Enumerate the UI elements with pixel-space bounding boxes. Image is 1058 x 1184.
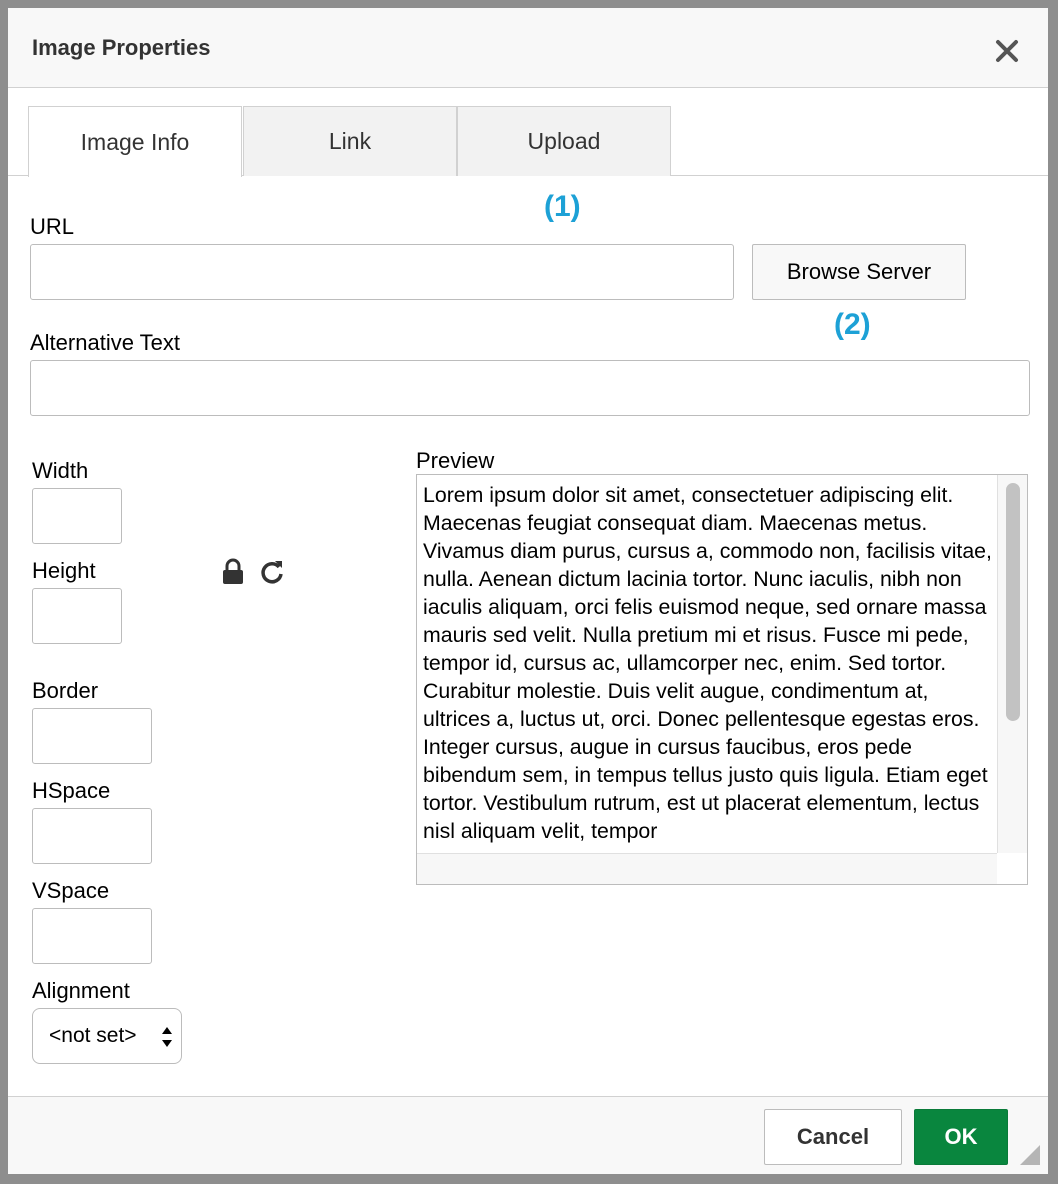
width-label: Width [32, 458, 89, 483]
border-input[interactable] [32, 708, 152, 764]
alt-text-input[interactable] [30, 360, 1030, 416]
alt-text-label: Alternative Text [30, 330, 181, 355]
tab-bar [8, 106, 1048, 176]
border-label: Border [32, 678, 99, 703]
annotation-1: (1) [544, 190, 581, 223]
preview-text: Lorem ipsum dolor sit amet, consectetuer adipiscing elit. Maecenas feugiat consequat diam. Maecenas metus. Vivamus diam purus, cursus a, commodo non, facilisis vitae, nulla. Aenean dictum lacinia tortor. Nunc iaculis, nibh non iaculis aliquam, orci felis euismod neque, sed ornare massa mauris sed velit. Nulla pretium mi et risus. Fusce mi pede, tempor id, cursus ac, ullamcorper nec, enim. Sed tortor. Curabitur molestie. Duis velit augue, condimentum at, ultrices a, luctus ut, orci. Donec pellentesque egestas eros. Integer cursus, augue in cursus faucibus, eros pede bibendum sem, in tempus tellus justo quis ligula. Etiam eget tortor. Vestibulum rutrum, est ut placerat elementum, lectus nisl aliquam velit, tempor [423, 483, 992, 843]
vspace-input[interactable] [32, 908, 152, 964]
dialog-footer [8, 1096, 1048, 1174]
lock-icon [220, 558, 246, 586]
close-button[interactable] [992, 36, 1022, 66]
tab-image-info[interactable]: Image Info [28, 106, 242, 177]
alignment-value: <not set> [49, 1024, 137, 1047]
preview-label: Preview [416, 448, 495, 473]
preview-scroll-thumb[interactable] [1006, 483, 1020, 721]
preview-horizontal-scrollbar[interactable] [417, 853, 997, 884]
image-properties-dialog [8, 8, 1048, 1174]
cancel-button[interactable]: Cancel [764, 1109, 902, 1165]
tab-link[interactable]: Link [243, 106, 457, 176]
reset-size-button[interactable] [258, 558, 284, 586]
select-arrows-icon [161, 1025, 173, 1049]
ok-button[interactable]: OK [914, 1109, 1008, 1165]
vspace-label: VSpace [32, 878, 110, 903]
annotation-2: (2) [834, 308, 871, 341]
url-label: URL [30, 214, 75, 239]
hspace-label: HSpace [32, 778, 111, 803]
resize-handle-icon[interactable] [1018, 1143, 1040, 1165]
dialog-title: Image Properties [32, 35, 211, 60]
close-icon [992, 36, 1022, 66]
alignment-select[interactable] [32, 1008, 182, 1064]
lock-ratio-button[interactable] [220, 558, 246, 586]
preview-vertical-scrollbar[interactable] [997, 475, 1027, 853]
reset-size-icon [258, 558, 286, 586]
width-input[interactable] [32, 488, 122, 544]
dialog-titlebar [8, 8, 1048, 88]
hspace-input[interactable] [32, 808, 152, 864]
browse-server-button[interactable]: Browse Server [752, 244, 966, 300]
preview-box [416, 474, 1028, 885]
height-label: Height [32, 558, 96, 583]
alignment-label: Alignment [32, 978, 130, 1003]
tab-upload[interactable]: Upload [457, 106, 671, 176]
height-input[interactable] [32, 588, 122, 644]
url-input[interactable] [30, 244, 734, 300]
